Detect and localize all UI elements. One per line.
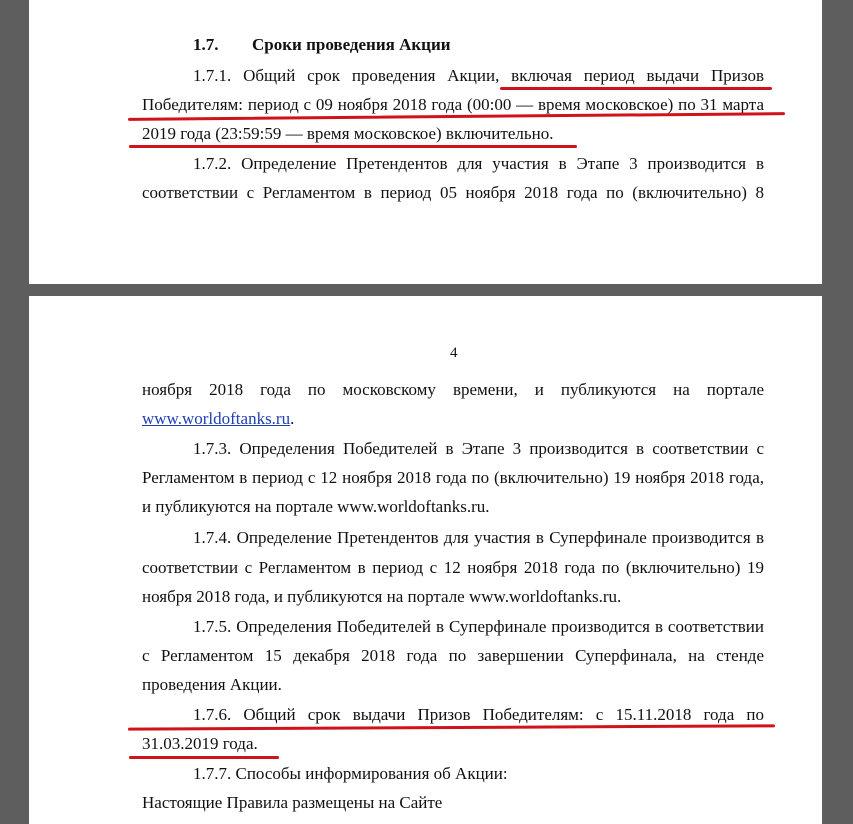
- paragraph-line: 1.7.2. Определение Претендентов для участия в Этапе 3 производится в: [193, 154, 764, 173]
- red-underline-mark: [129, 145, 577, 148]
- paragraph-line: 2019 года (23:59:59 — время московское) включительно.: [142, 124, 554, 143]
- paragraph-line: и публикуются на портале www.worldoftanks.ru.: [142, 497, 490, 516]
- paragraph-line: [142, 409, 294, 429]
- paragraph-line: 1.7.7. Способы информирования об Акции:: [193, 764, 508, 783]
- paragraph-line: 1.7.4. Определение Претендентов для участия в Суперфинале производится в: [193, 528, 764, 547]
- red-underline-mark: [128, 724, 775, 730]
- paragraph-line: 1.7.6. Общий срок выдачи Призов Победителям: с 15.11.2018 года по: [193, 705, 764, 724]
- paragraph-line: 1.7.3. Определения Победителей в Этапе 3 производится в соответствии с: [193, 439, 764, 458]
- paragraph-line: соответствии с Регламентом в период с 12 ноября 2018 года по (включительно) 19: [142, 558, 764, 577]
- section-number: 1.7.: [193, 35, 219, 54]
- paragraph-line: 1.7.5. Определения Победителей в Суперфинале производится в соответствии: [193, 617, 764, 636]
- red-underline-mark: [129, 756, 279, 759]
- paragraph-line: ноября 2018 года по московскому времени, и публикуются на портале: [142, 380, 764, 399]
- paragraph-line: Настоящие Правила размещены на Сайте: [142, 793, 443, 812]
- document-page: [29, 0, 822, 284]
- section-title: Сроки проведения Акции: [252, 35, 451, 54]
- paragraph-line: соответствии с Регламентом в период 05 ноября 2018 года по (включительно) 8: [142, 183, 764, 202]
- paragraph-line: 31.03.2019 года.: [142, 734, 258, 753]
- document-page: [29, 296, 822, 824]
- link-suffix: .: [290, 409, 295, 428]
- paragraph-line: 1.7.1. Общий срок проведения Акции, включая период выдачи Призов: [193, 66, 764, 85]
- red-underline-mark: [500, 87, 772, 90]
- paragraph-line: проведения Акции.: [142, 675, 282, 694]
- worldoftanks-link[interactable]: www.worldoftanks.ru: [142, 409, 291, 428]
- paragraph-line: с Регламентом 15 декабря 2018 года по завершении Суперфинала, на стенде: [142, 646, 764, 665]
- paragraph-line: ноября 2018 года, и публикуются на портале www.worldoftanks.ru.: [142, 587, 622, 606]
- page-number: 4: [450, 345, 458, 361]
- paragraph-line: Победителям: период с 09 ноября 2018 года (00:00 — время московское) по 31 марта: [142, 95, 764, 114]
- paragraph-line: Регламентом в период с 12 ноября 2018 года по (включительно) 19 ноября 2018 года,: [142, 468, 764, 487]
